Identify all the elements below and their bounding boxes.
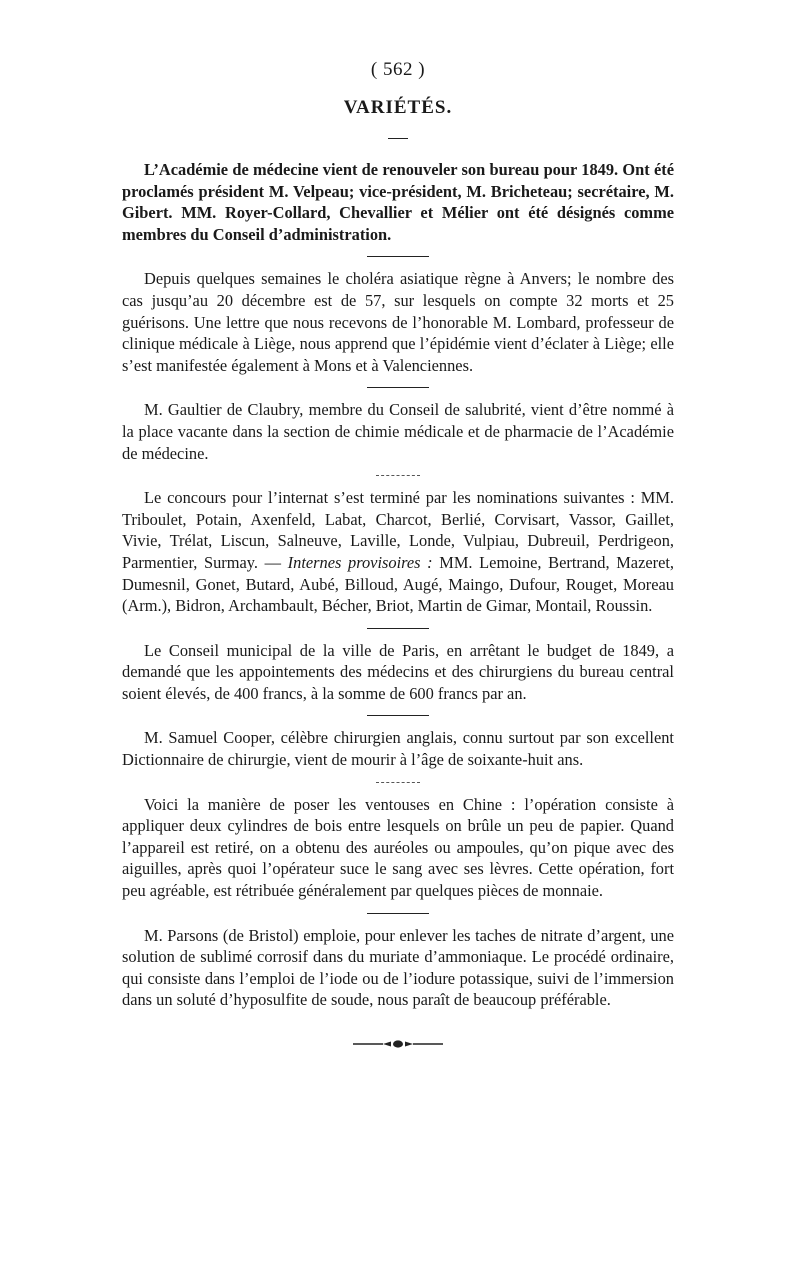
separator-rule [367, 387, 429, 388]
separator-rule [367, 913, 429, 914]
paragraph-internat-text: Le concours pour l’internat s’est terminé par les nominations suivantes : MM. Triboulet, Potain, Axenfeld, Labat, Charcot, Berlié, Corvisart, Vassor, Gaillet, Vivie, Trélat, Liscun, Salneuve, Laville, Londe, Vulpiau, Dubreuil, Perdrigeon, Parmentier, Surmay. — [122, 488, 674, 572]
paragraph-internat-italic: Internes provisoires : [287, 552, 433, 572]
paragraph-ventouses-chine: Voici la manière de poser les ventouses en Chine : l’opération consiste à appliquer deux cylindres de bois entre lesquels on brûle un peu de papier. Quand l’appareil est retiré, on a obtenu des auréoles ou ampoules, qu’on pique avec des aiguilles, après quoi l’opérateur suce le sang avec ses lèvres. Cette opération, fort peu agréable, est rétribuée généralement par quelques pièces de monnaie. [122, 794, 674, 901]
separator-rule [367, 256, 429, 257]
paragraph-cholera: Depuis quelques semaines le choléra asiatique règne à Anvers; le nombre des cas jusqu’au 20 décembre est de 57, sur lesquels on compte 32 morts et 25 guérisons. Une lettre que nous recevons de l’honorable M. Lombard, professeur de clinique médicale à Liège, nous apprend que l’épidémie vient d’éclater à Liège; elle s’est manifestée également à Mons et à Valenciennes. [122, 269, 674, 375]
page-number: ( 562 ) [370, 59, 426, 80]
section-title: VARIÉTÉS. [343, 97, 453, 118]
paragraph-internat [122, 487, 674, 617]
paragraph-samuel-cooper: M. Samuel Cooper, célèbre chirurgien anglais, connu surtout par son excellent Dictionnaire de chirurgie, vient de mourir à l’âge de soixante-huit ans. [122, 728, 674, 770]
separator-rule [367, 715, 429, 716]
paragraph-parsons-bristol: M. Parsons (de Bristol) emploie, pour enlever les taches de nitrate d’argent, une solution de sublimé corrosif dans du muriate d’ammoniaque. Le procédé ordinaire, qui consiste dans l’emploi de l’iode ou de l’iodure potassique, suivi de l’immersion dans un soluté d’hyposulfite de soude, nous paraît de beaucoup préférable. [122, 925, 674, 1010]
document-page [122, 58, 674, 1049]
separator-rule [376, 475, 420, 476]
tail-ornament [353, 1039, 443, 1049]
paragraph-conseil-municipal: Le Conseil municipal de la ville de Paris, en arrêtant le budget de 1849, a demandé que les appointements des médecins et des chirurgiens du bureau central soient élevés, de 400 francs, à la somme de 600 francs par an. [122, 640, 674, 703]
paragraph-internat-text-after: MM. Lemoine, Bertrand, Mazeret, Dumesnil, Gonet, Butard, Aubé, Billoud, Augé, Maingo, Dufour, Rouget, Moreau (Arm.), Bidron, Archambault, Bécher, Briot, Martin de Gimar, Montail, Roussin. [122, 552, 675, 616]
separator-rule [367, 628, 429, 629]
ornament-rule-icon [353, 1039, 443, 1049]
paragraph-gaultier-de-claubry: M. Gaultier de Claubry, membre du Conseil de salubrité, vient d’être nommé à la place vacante dans la section de chimie médicale et de pharmacie de l’Académie de médecine. [122, 400, 674, 463]
separator-rule [376, 782, 420, 783]
title-rule [388, 138, 408, 139]
paragraph-academie-bureau: L’Académie de médecine vient de renouveler son bureau pour 1849. Ont été proclamés président M. Velpeau; vice-président, M. Bricheteau; secrétaire, M. Gibert. MM. Royer-Collard, Chevallier et Mélier ont été désignés comme membres du Conseil d’administration. [122, 160, 674, 244]
